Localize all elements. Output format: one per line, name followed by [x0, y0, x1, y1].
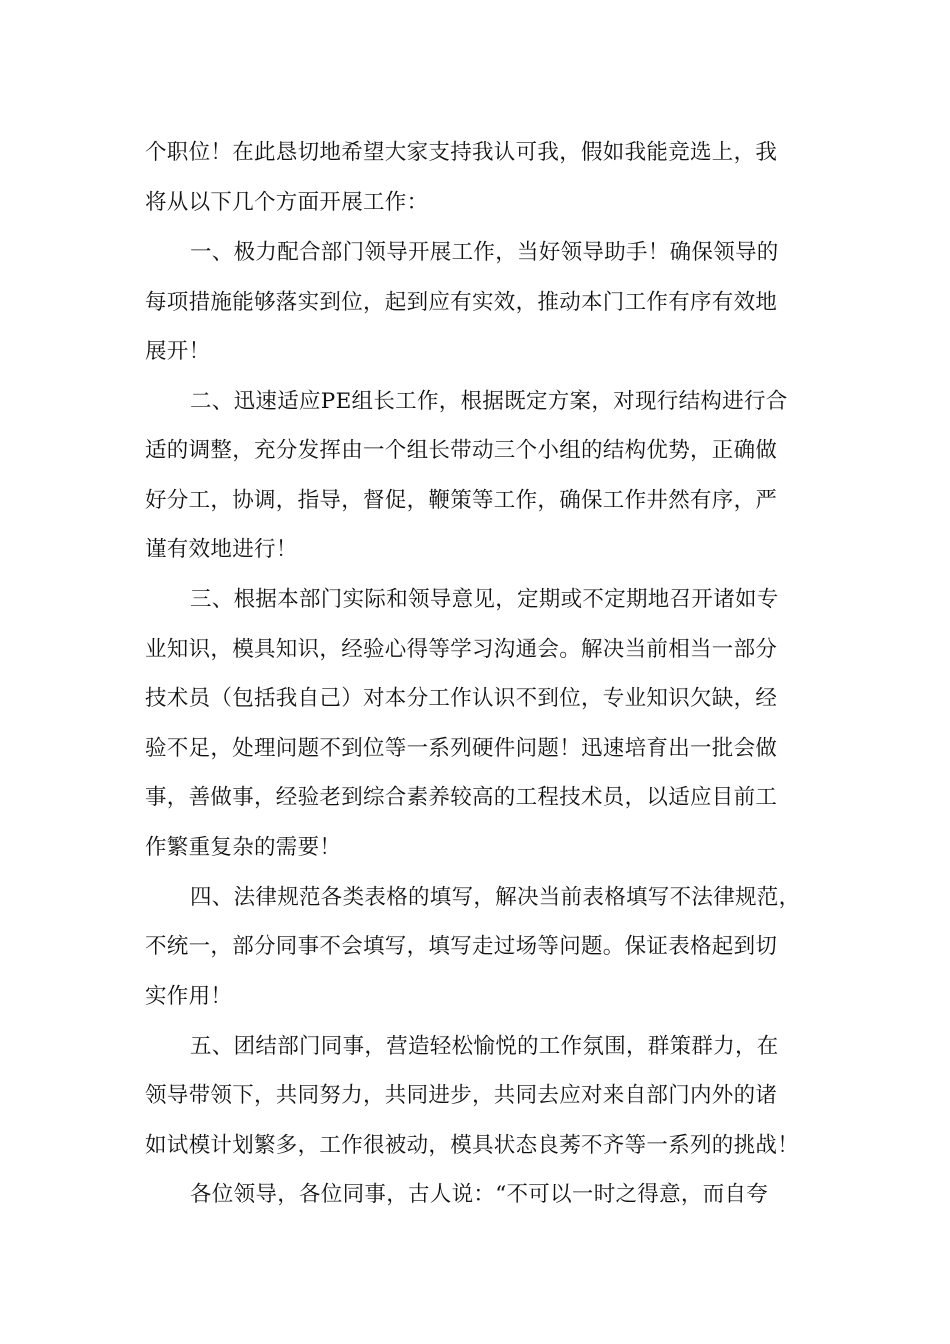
text-line: 适的调整，充分发挥由一个组长带动三个小组的结构优势，正确做	[145, 438, 778, 463]
text-line: 作繁重复杂的需要！	[145, 835, 342, 860]
text-line: 事，善做事，经验老到综合素养较高的工程技术员，以适应目前工	[145, 785, 778, 810]
text-line: 展开！	[145, 339, 211, 364]
paragraph-first-line: 四、法律规范各类表格的填写，解决当前表格填写不法律规范，	[190, 885, 801, 910]
paragraph-first-line: 一、极力配合部门领导开展工作，当好领导助手！确保领导的	[190, 240, 779, 265]
text-line: 业知识，模具知识，经验心得等学习沟通会。解决当前相当一部分	[145, 637, 778, 662]
text-line: 技术员（包括我自己）对本分工作认识不到位，专业知识欠缺，经	[145, 686, 778, 711]
paragraph-first-line: 二、迅速适应PE组长工作，根据既定方案，对现行结构进行合	[190, 389, 788, 414]
text-line: 谨有效地进行！	[145, 537, 298, 562]
text-line: 每项措施能够落实到位，起到应有实效，推动本门工作有序有效地	[145, 290, 778, 315]
text-line: 领导带领下，共同努力，共同进步，共同去应对来自部门内外的诸	[145, 1083, 778, 1108]
paragraph-first-line: 三、根据本部门实际和领导意见，定期或不定期地召开诸如专	[190, 587, 779, 612]
text-line: 如试模计划繁多，工作很被动，模具状态良莠不齐等一系列的挑战！	[145, 1133, 800, 1158]
text-line: 实作用！	[145, 984, 233, 1009]
text-line: 将从以下几个方面开展工作：	[145, 190, 429, 215]
text-line: 个职位！在此恳切地希望大家支持我认可我，假如我能竞选上，我	[145, 140, 778, 165]
text-line: 验不足，处理问题不到位等一系列硬件问题！迅速培育出一批会做	[145, 736, 778, 761]
text-line: 好分工，协调，指导，督促，鞭策等工作，确保工作井然有序，严	[145, 488, 778, 513]
paragraph-first-line: 各位领导，各位同事，古人说：“不可以一时之得意，而自夸	[190, 1182, 769, 1207]
paragraph-first-line: 五、团结部门同事，营造轻松愉悦的工作氛围，群策群力，在	[190, 1034, 779, 1059]
text-line: 不统一，部分同事不会填写，填写走过场等问题。保证表格起到切	[145, 934, 778, 959]
